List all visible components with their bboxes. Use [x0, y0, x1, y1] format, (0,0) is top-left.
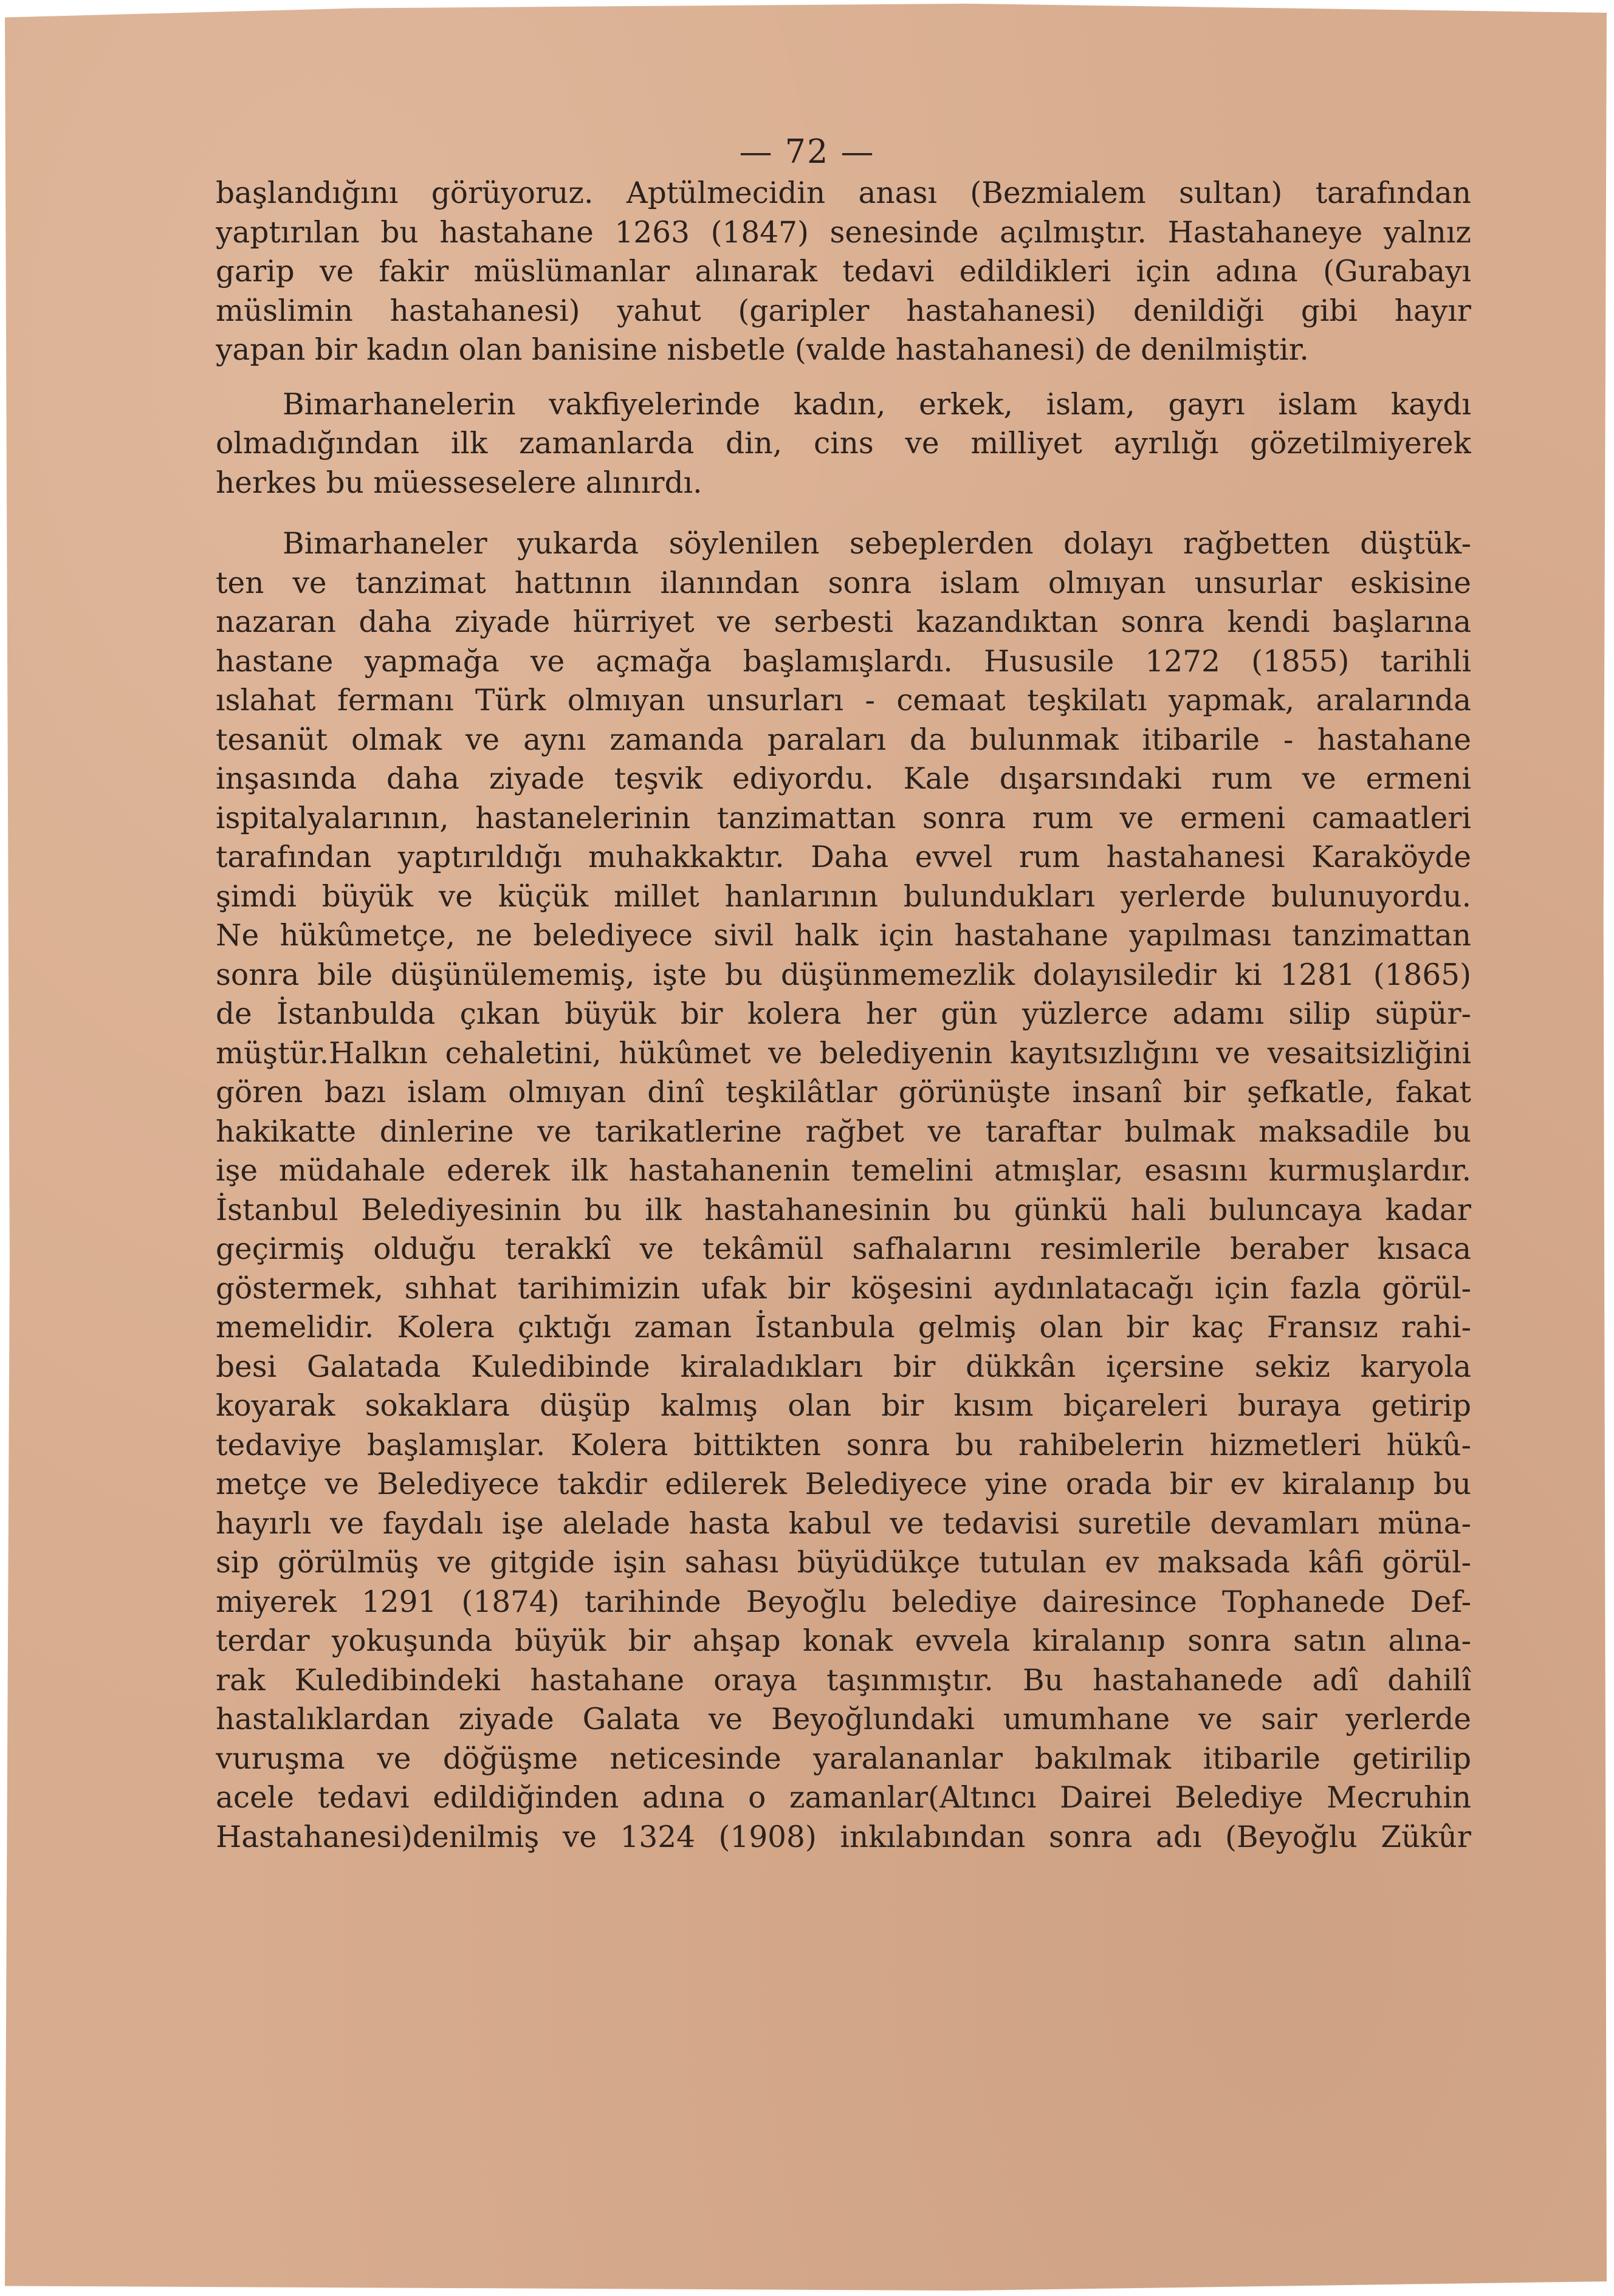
text-line: tedaviye başlamışlar. Kolera bittikten sonra bu rahibelerin hizmetleri hükû-	[216, 1428, 1471, 1462]
text-line: hayırlı ve faydalı işe alelade hasta kabul ve tedavisi suretile devamları müna-	[216, 1506, 1471, 1541]
text-line: tesanüt olmak ve aynı zamanda paraları da bulunmak itibarile - hastahane	[216, 722, 1471, 757]
text-line: ten ve tanzimat hattının ilanından sonra islam olmıyan unsurlar eskisine	[216, 566, 1471, 600]
text-line: şimdi büyük ve küçük millet hanlarının bulundukları yerlerde bulunuyordu.	[216, 879, 1471, 914]
text-line: vuruşma ve döğüşme neticesinde yaralananlar bakılmak itibarile getirilip	[216, 1741, 1471, 1776]
text-line: sonra bile düşünülememiş, işte bu düşünmemezlik dolayısiledir ki 1281 (1865)	[216, 958, 1471, 992]
text-line: işe müdahale ederek ilk hastahanenin temelini atmışlar, esasını kurmuşlardır.	[216, 1154, 1471, 1188]
text-line: olmadığından ilk zamanlarda din, cins ve milliyet ayrılığı gözetilmiyerek	[216, 427, 1471, 461]
text-line: başlandığını görüyoruz. Aptülmecidin anası (Bezmialem sultan) tarafından	[216, 176, 1471, 210]
body-text	[216, 174, 1471, 1857]
text-line: herkes bu müesseselere alınırdı.	[216, 465, 702, 500]
paragraph-2	[216, 385, 1471, 503]
text-line: metçe ve Belediyece takdir edilerek Belediyece yine orada bir ev kiralanıp bu	[216, 1467, 1471, 1501]
text-line: hakikatte dinlerine ve tarikatlerine rağbet ve taraftar bulmak maksadile bu	[216, 1114, 1471, 1149]
text-line: inşasında daha ziyade teşvik ediyordu. Kale dışarsındaki rum ve ermeni	[216, 762, 1471, 796]
text-line: hastane yapmağa ve açmağa başlamışlardı. Hususile 1272 (1855) tarihli	[216, 644, 1471, 679]
text-line: geçirmiş olduğu terakkî ve tekâmül safhalarını resimlerile beraber kısaca	[216, 1232, 1471, 1266]
text-line: ispitalyalarının, hastanelerinin tanzimattan sonra rum ve ermeni camaatleri	[216, 801, 1471, 835]
text-line: sip görülmüş ve gitgide işin sahası büyüdükçe tutulan ev maksada kâfi görül-	[216, 1546, 1471, 1580]
text-line: miyerek 1291 (1874) tarihinde Beyoğlu belediye dairesince Tophanede Def-	[216, 1585, 1471, 1619]
text-line: memelidir. Kolera çıktığı zaman İstanbula gelmiş olan bir kaç Fransız rahi-	[216, 1311, 1471, 1345]
text-line: de İstanbulda çıkan büyük bir kolera her gün yüzlerce adamı silip süpür-	[216, 997, 1471, 1031]
text-line: terdar yokuşunda büyük bir ahşap konak evvela kiralanıp sonra satın alına-	[216, 1624, 1471, 1658]
text-line: Ne hükûmetçe, ne belediyece sivil halk için hastahane yapılması tanzimattan	[216, 919, 1471, 953]
paragraph-3	[216, 524, 1471, 1857]
text-line: gören bazı islam olmıyan dinî teşkilâtlar görünüşte insanî bir şefkatle, fakat	[216, 1075, 1471, 1109]
text-line: müslimin hastahanesi) yahut (garipler hastahanesi) denildiği gibi hayır	[216, 293, 1471, 328]
text-line: tarafından yaptırıldığı muhakkaktır. Daha evvel rum hastahanesi Karaköyde	[216, 840, 1471, 874]
text-line: İstanbul Belediyesinin bu ilk hastahanesinin bu günkü hali buluncaya kadar	[216, 1193, 1471, 1227]
text-line: hastalıklardan ziyade Galata ve Beyoğlundaki umumhane ve sair yerlerde	[216, 1702, 1471, 1736]
paragraph-spacer	[216, 502, 1471, 524]
text-line: yapan bir kadın olan banisine nisbetle (valde hastahanesi) de denilmiştir.	[216, 333, 1309, 367]
text-line: garip ve fakir müslümanlar alınarak tedavi edildikleri için adına (Gurabayı	[216, 255, 1471, 289]
text-line: ıslahat fermanı Türk olmıyan unsurları - cemaat teşkilatı yapmak, aralarında	[216, 684, 1471, 718]
text-line: besi Galatada Kuledibinde kiraladıkları bir dükkân içersine sekiz karyola	[216, 1349, 1471, 1384]
text-line: acele tedavi edildiğinden adına o zamanlar(Altıncı Dairei Belediye Mecruhin	[216, 1781, 1471, 1815]
text-line: yaptırılan bu hastahane 1263 (1847) senesinde açılmıştır. Hastahaneye yalnız	[216, 215, 1471, 250]
text-line: koyarak sokaklara düşüp kalmış olan bir kısım biçareleri buraya getirip	[216, 1389, 1471, 1423]
paragraph-1	[216, 174, 1471, 370]
text-line: Bimarhanelerin vakfiyelerinde kadın, erkek, islam, gayrı islam kaydı	[283, 387, 1471, 422]
text-line: nazaran daha ziyade hürriyet ve serbesti kazandıktan sonra kendi başlarına	[216, 605, 1471, 639]
text-line: göstermek, sıhhat tarihimizin ufak bir köşesini aydınlatacağı için fazla görül-	[216, 1271, 1471, 1306]
text-line: Bimarhaneler yukarda söylenilen sebeplerden dolayı rağbetten düştük-	[283, 527, 1471, 561]
paragraph-spacer	[216, 370, 1471, 385]
page-number: — 72 —	[739, 132, 875, 171]
text-line: müştür.Halkın cehaletini, hükûmet ve belediyenin kayıtsızlığını ve vesaitsizliğini	[216, 1036, 1471, 1071]
text-line: rak Kuledibindeki hastahane oraya taşınmıştır. Bu hastahanede adî dahilî	[216, 1663, 1471, 1698]
text-line: Hastahanesi)denilmiş ve 1324 (1908) inkılabından sonra adı (Beyoğlu Zükûr	[216, 1820, 1471, 1854]
